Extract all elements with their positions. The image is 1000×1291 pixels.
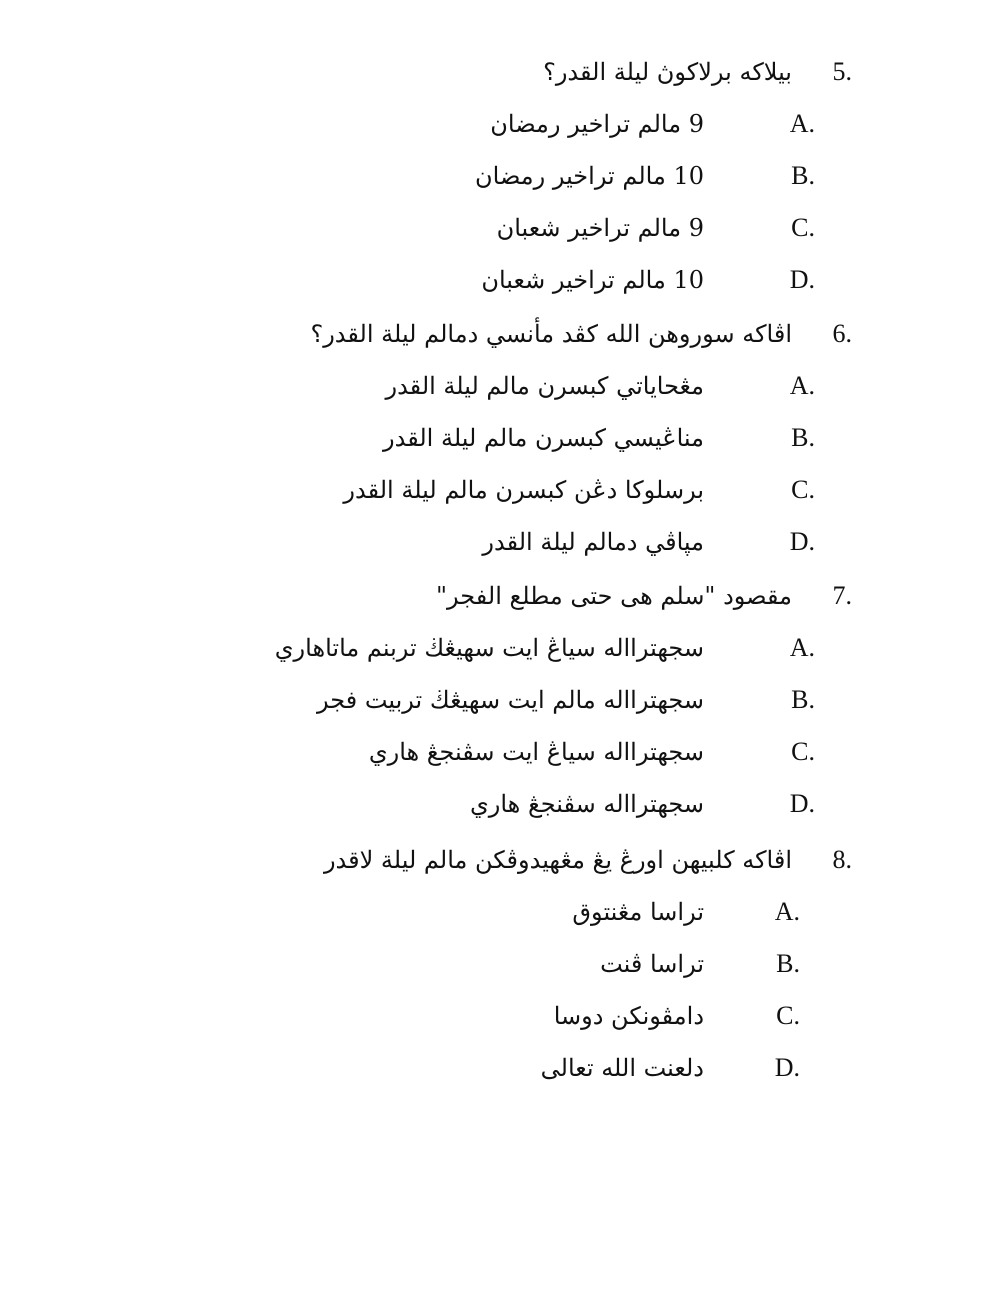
- question-number: 8.: [832, 845, 852, 874]
- option-label: A.: [789, 109, 815, 138]
- option-label: B.: [791, 685, 815, 714]
- option-label: C.: [791, 475, 815, 504]
- question-8-option-c[interactable]: [0, 990, 1000, 1042]
- option-label: D.: [774, 1053, 800, 1082]
- question-6-option-c[interactable]: [0, 464, 1000, 516]
- option-text: 10 مالم تراخير شعبان: [481, 266, 704, 294]
- question-7-option-d[interactable]: [0, 778, 1000, 830]
- question-5-option-a[interactable]: [0, 98, 1000, 150]
- option-text: سجهترااله مالم ايت سهيڠڬ تربيت فجر: [316, 686, 704, 714]
- question-6-option-a[interactable]: [0, 360, 1000, 412]
- option-text: سجهترااله سياڠ ايت سهيڠڬ تربنم ماتاهاري: [274, 634, 704, 662]
- question-5-option-b[interactable]: [0, 150, 1000, 202]
- option-label: A.: [789, 371, 815, 400]
- option-label: D.: [789, 265, 815, 294]
- question-8: [0, 834, 1000, 886]
- question-text: مقصود "سلم هى حتى مطلع الفجر": [435, 582, 792, 610]
- question-6-option-b[interactable]: [0, 412, 1000, 464]
- question-text: اڤاكه كلبيهن اورڠ يڠ مڠهيدوڤكن مالم ليلة لاقدر: [323, 846, 792, 874]
- option-label: B.: [776, 949, 800, 978]
- option-text: مناڠيسي كبسرن مالم ليلة القدر: [383, 424, 704, 452]
- question-5: [0, 46, 1000, 98]
- option-text: سجهترااله سڤنجڠ هاري: [469, 790, 704, 818]
- question-8-option-a[interactable]: [0, 886, 1000, 938]
- question-number: 6.: [832, 319, 852, 348]
- option-label: C.: [791, 737, 815, 766]
- option-label: B.: [791, 423, 815, 452]
- option-text: 10 مالم تراخير رمضان: [475, 162, 704, 190]
- question-5-option-c[interactable]: [0, 202, 1000, 254]
- option-text: تراسا ڤنت: [600, 950, 704, 978]
- question-text: اڤاكه سوروهن الله كڤد مأنسي دمالم ليلة القدر؟: [310, 320, 792, 348]
- option-text: دامڤونكن دوسا: [553, 1002, 704, 1030]
- option-label: B.: [791, 161, 815, 190]
- option-label: A.: [774, 897, 800, 926]
- option-label: C.: [776, 1001, 800, 1030]
- question-number: 5.: [832, 57, 852, 86]
- option-text: مڠحاياتي كبسرن مالم ليلة القدر: [385, 372, 704, 400]
- option-text: دلعنت الله تعالى: [540, 1054, 704, 1082]
- option-text: 9 مالم تراخير شعبان: [496, 214, 704, 242]
- question-text: بيلاكه برلاكوڽ ليلة القدر؟: [543, 58, 792, 86]
- question-number: 7.: [832, 581, 852, 610]
- option-label: D.: [789, 789, 815, 818]
- question-7-option-c[interactable]: [0, 726, 1000, 778]
- option-text: مڽاڤي دمالم ليلة القدر: [482, 528, 704, 556]
- option-label: A.: [789, 633, 815, 662]
- option-label: D.: [789, 527, 815, 556]
- question-6-option-d[interactable]: [0, 516, 1000, 568]
- option-text: سجهترااله سياڠ ايت سڤنجڠ هاري: [368, 738, 704, 766]
- question-7-option-b[interactable]: [0, 674, 1000, 726]
- option-text: برسلوكا دڠن كبسرن مالم ليلة القدر: [343, 476, 704, 504]
- question-7: [0, 570, 1000, 622]
- question-7-option-a[interactable]: [0, 622, 1000, 674]
- question-5-option-d[interactable]: [0, 254, 1000, 306]
- question-6: [0, 308, 1000, 360]
- option-text: 9 مالم تراخير رمضان: [490, 110, 704, 138]
- option-label: C.: [791, 213, 815, 242]
- question-8-option-b[interactable]: [0, 938, 1000, 990]
- option-text: تراسا مڠنتوق: [572, 898, 704, 926]
- question-8-option-d[interactable]: [0, 1042, 1000, 1094]
